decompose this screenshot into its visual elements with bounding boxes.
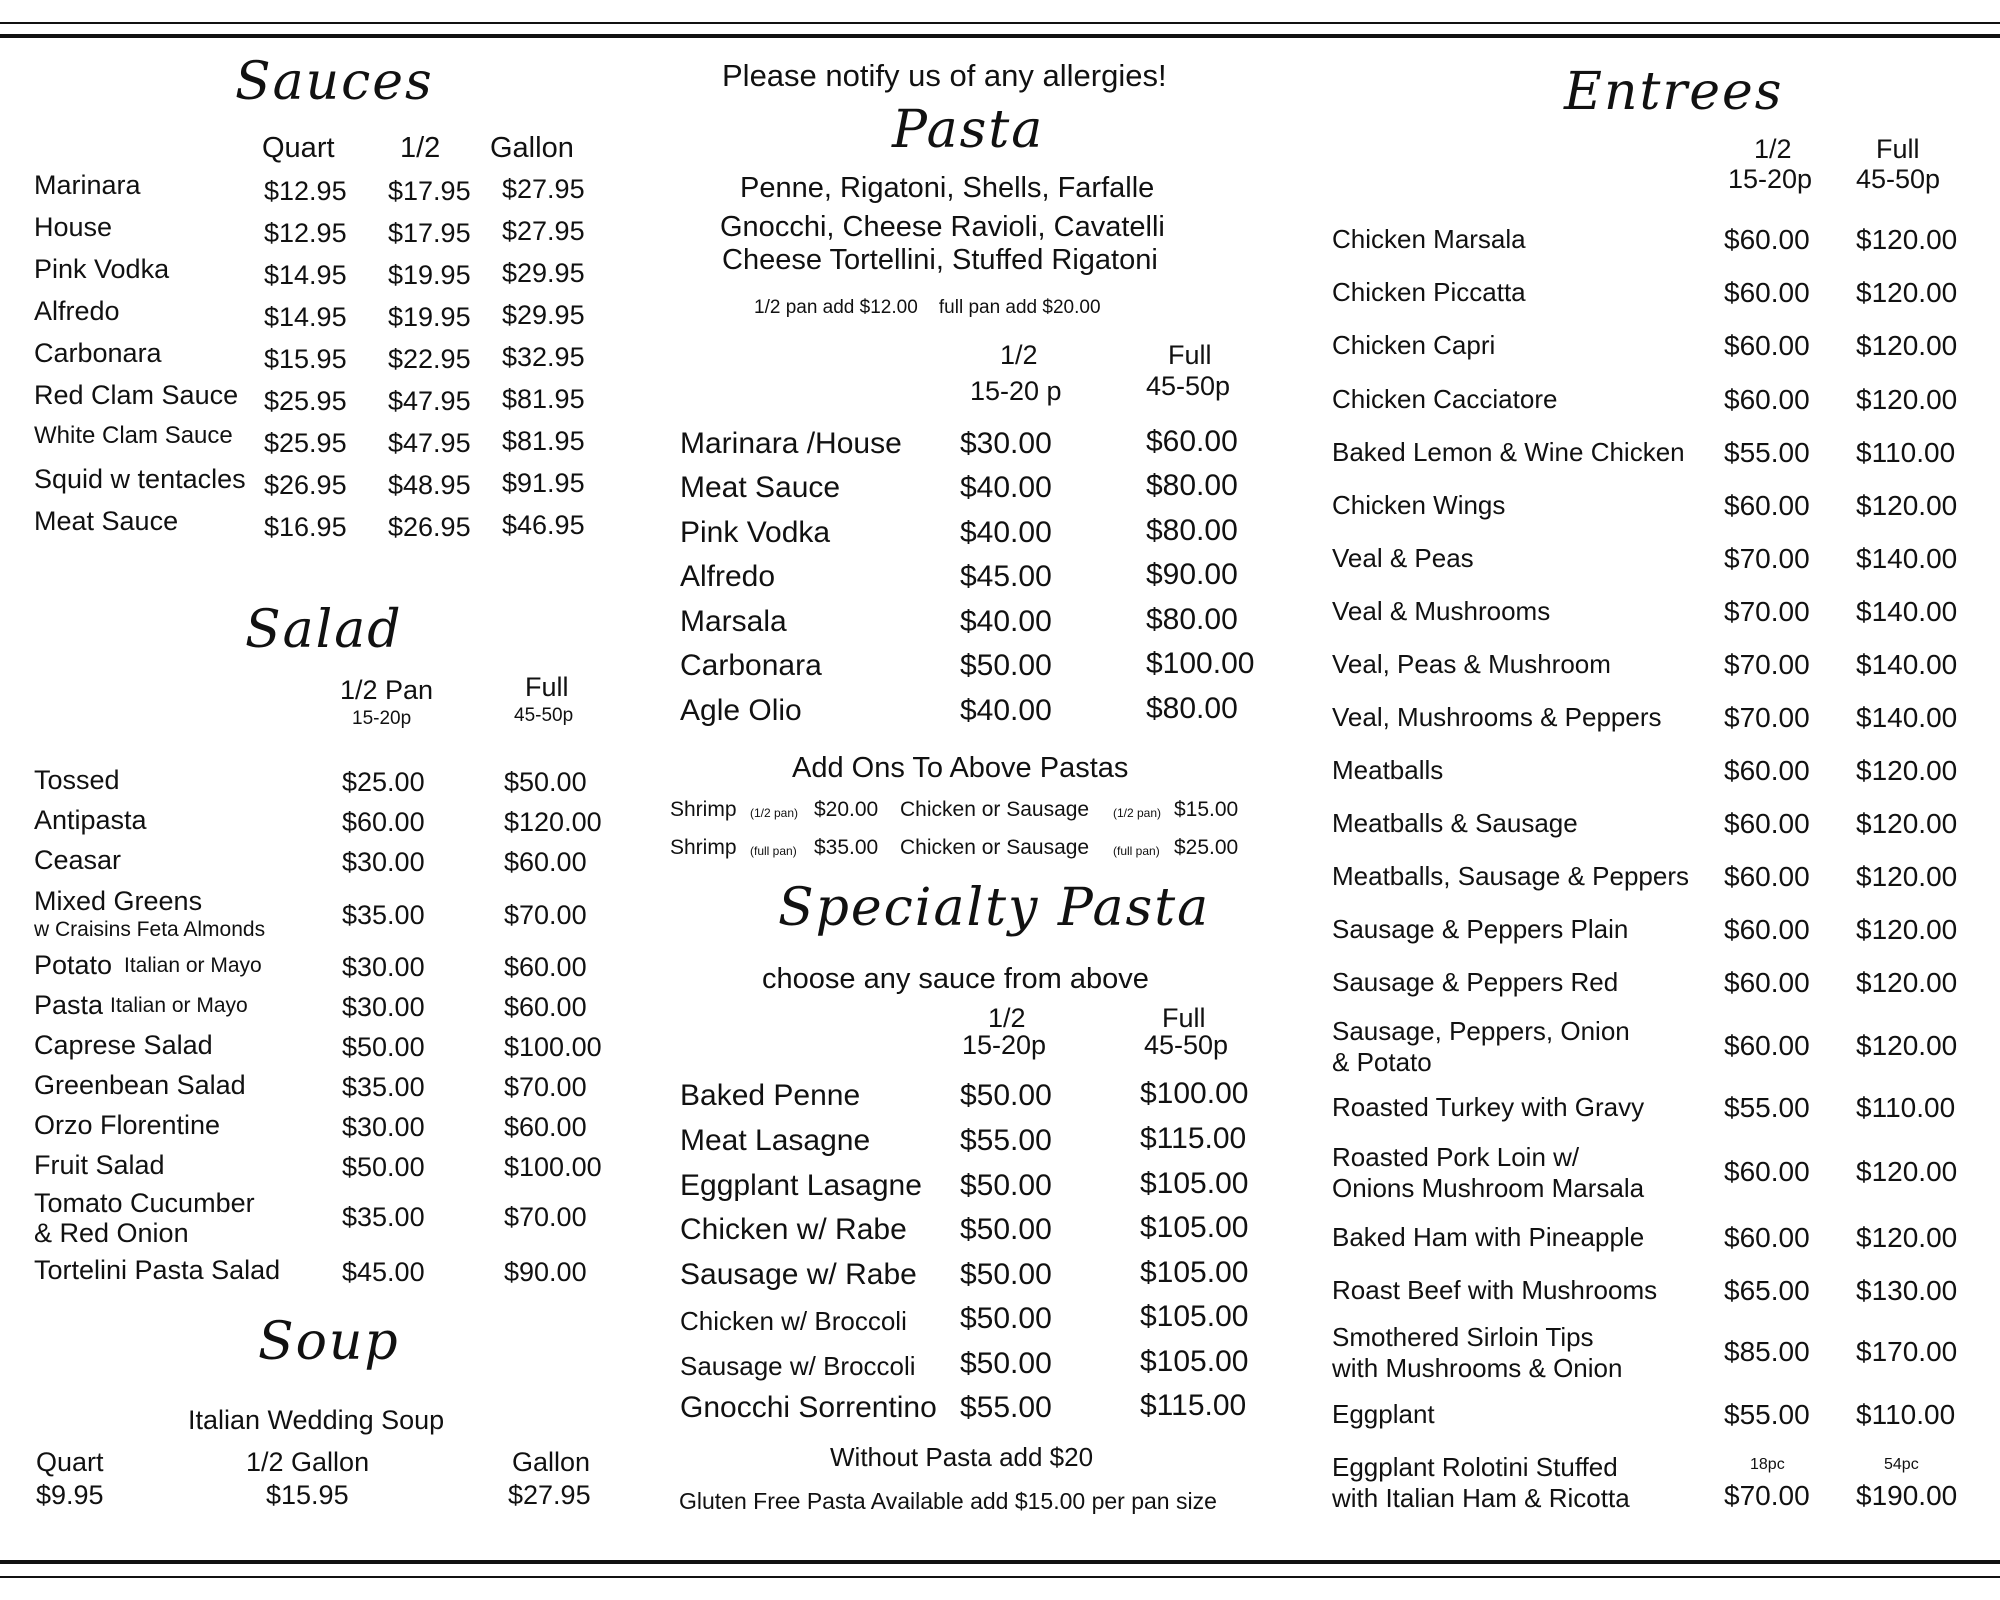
entree-name: Chicken Cacciatore bbox=[1332, 384, 1558, 414]
pasta-half-price: $40.00 bbox=[960, 605, 1052, 638]
entree-name: Chicken Capri bbox=[1332, 330, 1496, 360]
specialty-title: Specialty Pasta bbox=[778, 878, 1211, 938]
pasta-half-price: $40.00 bbox=[960, 694, 1052, 727]
entree-name: Chicken Wings bbox=[1332, 490, 1506, 520]
pasta-name: Alfredo bbox=[680, 560, 776, 593]
entree-half-price: $60.00 bbox=[1724, 384, 1810, 415]
pasta-full-price: $90.00 bbox=[1146, 558, 1238, 591]
sauce-half-price: $47.95 bbox=[388, 386, 471, 416]
entree-full-price: $120.00 bbox=[1856, 808, 1958, 839]
entree-half-price: $60.00 bbox=[1724, 277, 1810, 308]
sauce-quart-price: $26.95 bbox=[264, 470, 347, 500]
pasta-name: Pink Vodka bbox=[680, 516, 831, 549]
entrees-col-full: Full bbox=[1876, 134, 1920, 164]
addon-chicken-full-name: Chicken or Sausage bbox=[900, 836, 1090, 859]
salad-name: Pasta bbox=[34, 990, 104, 1020]
entree-full-price: $120.00 bbox=[1856, 1156, 1958, 1187]
specialty-half-price: $55.00 bbox=[960, 1391, 1052, 1424]
sauces-header-quart: Quart bbox=[262, 132, 335, 164]
entree-half-price: $70.00 bbox=[1724, 596, 1810, 627]
entree-full-price: $120.00 bbox=[1856, 224, 1958, 255]
salad-half-price: $35.00 bbox=[342, 1202, 425, 1232]
sauce-name: Alfredo bbox=[34, 296, 120, 326]
entree-name-line2: with Italian Ham & Ricotta bbox=[1332, 1483, 1630, 1513]
entree-full-price: $120.00 bbox=[1856, 861, 1958, 892]
entree-half-note: 18pc bbox=[1750, 1456, 1785, 1473]
entree-half-price: $55.00 bbox=[1724, 1399, 1810, 1430]
soup-section bbox=[0, 1300, 660, 1540]
addon-shrimp-half-price: $20.00 bbox=[814, 798, 879, 821]
allergy-notice: Please notify us of any allergies! bbox=[722, 58, 1167, 93]
specialty-name: Baked Penne bbox=[680, 1079, 861, 1112]
salad-full-price: $60.00 bbox=[504, 952, 587, 982]
salad-name: Tomato Cucumber bbox=[34, 1188, 255, 1218]
addon-shrimp-full-price: $35.00 bbox=[814, 836, 879, 859]
salad-name: Mixed Greens bbox=[34, 886, 203, 916]
salad-full-price: $100.00 bbox=[504, 1152, 602, 1182]
entree-name: Roasted Turkey with Gravy bbox=[1332, 1092, 1645, 1122]
pasta-full-price: $100.00 bbox=[1146, 647, 1255, 680]
soup-size-gallon-price: $27.95 bbox=[508, 1480, 591, 1510]
sauce-gallon-price: $29.95 bbox=[502, 300, 585, 330]
specialty-col-half: 1/2 bbox=[988, 1003, 1026, 1033]
specialty-full-price: $115.00 bbox=[1140, 1389, 1247, 1422]
middle-column bbox=[660, 0, 1320, 1560]
salad-col-full-sub: 45-50p bbox=[514, 705, 574, 726]
sauce-half-price: $26.95 bbox=[388, 512, 471, 542]
soup-size-halfgal-label: 1/2 Gallon bbox=[246, 1447, 370, 1477]
entree-name: Roast Beef with Mushrooms bbox=[1332, 1275, 1658, 1305]
sauce-gallon-price: $46.95 bbox=[502, 510, 585, 540]
entrees-section bbox=[1320, 0, 2000, 1560]
addons-title: Add Ons To Above Pastas bbox=[792, 752, 1129, 784]
sauce-half-price: $19.95 bbox=[388, 302, 471, 332]
salad-half-price: $30.00 bbox=[342, 952, 425, 982]
entree-half-price: $65.00 bbox=[1724, 1275, 1810, 1306]
sauce-name: Marinara bbox=[34, 170, 141, 200]
salad-half-price: $45.00 bbox=[342, 1257, 425, 1287]
entree-half-price: $60.00 bbox=[1724, 861, 1810, 892]
sauce-quart-price: $15.95 bbox=[264, 344, 347, 374]
pasta-col-full-sub: 45-50p bbox=[1146, 371, 1231, 401]
entree-full-price: $170.00 bbox=[1856, 1336, 1958, 1367]
salad-full-price: $70.00 bbox=[504, 1202, 587, 1232]
entree-name: Smothered Sirloin Tips bbox=[1332, 1322, 1594, 1352]
salad-full-price: $90.00 bbox=[504, 1257, 587, 1287]
salad-name: Fruit Salad bbox=[34, 1150, 165, 1180]
sauce-quart-price: $25.95 bbox=[264, 428, 347, 458]
entree-half-price: $60.00 bbox=[1724, 967, 1810, 998]
entree-half-price: $70.00 bbox=[1724, 649, 1810, 680]
sauce-name: Carbonara bbox=[34, 338, 162, 368]
entree-full-price: $140.00 bbox=[1856, 649, 1958, 680]
entree-half-price: $55.00 bbox=[1724, 1092, 1810, 1123]
sauce-quart-price: $16.95 bbox=[264, 512, 347, 542]
pasta-full-price: $80.00 bbox=[1146, 603, 1238, 636]
entree-half-price: $70.00 bbox=[1724, 702, 1810, 733]
salad-name-sub: Italian or Mayo bbox=[110, 994, 248, 1017]
entree-name: Baked Ham with Pineapple bbox=[1332, 1222, 1645, 1252]
entree-name-line2: & Potato bbox=[1332, 1047, 1432, 1077]
entree-half-price: $60.00 bbox=[1724, 224, 1810, 255]
salad-col-half-sub: 15-20p bbox=[352, 708, 412, 729]
entrees-col-half-sub: 15-20p bbox=[1728, 164, 1813, 194]
entree-name: Veal & Mushrooms bbox=[1332, 596, 1551, 626]
specialty-full-price: $100.00 bbox=[1140, 1077, 1249, 1110]
pasta-name: Meat Sauce bbox=[680, 471, 841, 504]
sauce-gallon-price: $81.95 bbox=[502, 426, 585, 456]
bottom-rule-thick bbox=[0, 1560, 2000, 1564]
salad-full-price: $60.00 bbox=[504, 847, 587, 877]
pasta-title: Pasta bbox=[892, 100, 1045, 160]
pasta-full-price: $80.00 bbox=[1146, 514, 1238, 547]
specialty-name: Chicken w/ Broccoli bbox=[680, 1306, 907, 1336]
salad-name: Caprese Salad bbox=[34, 1030, 213, 1060]
specialty-full-price: $105.00 bbox=[1140, 1211, 1249, 1244]
entree-half-price: $60.00 bbox=[1724, 1030, 1810, 1061]
specialty-subtitle: choose any sauce from above bbox=[762, 963, 1149, 995]
pasta-col-half: 1/2 bbox=[1000, 340, 1038, 370]
bottom-rule-thin bbox=[0, 1576, 2000, 1578]
entree-full-price: $190.00 bbox=[1856, 1480, 1958, 1511]
entree-name: Chicken Marsala bbox=[1332, 224, 1526, 254]
sauce-gallon-price: $91.95 bbox=[502, 468, 585, 498]
salad-name: Antipasta bbox=[34, 805, 147, 835]
entree-half-price: $70.00 bbox=[1724, 1480, 1810, 1511]
entree-full-price: $140.00 bbox=[1856, 596, 1958, 627]
pasta-types-line2: Gnocchi, Cheese Ravioli, Cavatelli bbox=[720, 211, 1165, 243]
pasta-col-full: Full bbox=[1168, 340, 1212, 370]
entree-half-price: $60.00 bbox=[1724, 490, 1810, 521]
sauce-name: Meat Sauce bbox=[34, 506, 179, 536]
entree-name-line2: with Mushrooms & Onion bbox=[1332, 1353, 1623, 1383]
specialty-half-price: $50.00 bbox=[960, 1302, 1052, 1335]
entree-name: Eggplant bbox=[1332, 1399, 1435, 1429]
pasta-types-line1: Penne, Rigatoni, Shells, Farfalle bbox=[740, 172, 1155, 204]
salad-name-sub: w Craisins Feta Almonds bbox=[34, 918, 266, 941]
pasta-half-price: $45.00 bbox=[960, 560, 1052, 593]
without-pasta-note: Without Pasta add $20 bbox=[830, 1442, 1094, 1472]
sauce-half-price: $48.95 bbox=[388, 470, 471, 500]
sauce-quart-price: $12.95 bbox=[264, 218, 347, 248]
entree-name: Sausage & Peppers Red bbox=[1332, 967, 1619, 997]
pasta-types-line3: Cheese Tortellini, Stuffed Rigatoni bbox=[722, 244, 1158, 276]
pasta-full-price: $80.00 bbox=[1146, 469, 1238, 502]
specialty-name: Sausage w/ Rabe bbox=[680, 1258, 917, 1291]
soup-size-halfgal-price: $15.95 bbox=[266, 1480, 349, 1510]
salad-name: Greenbean Salad bbox=[34, 1070, 246, 1100]
addon-shrimp-full-size: (full pan) bbox=[750, 844, 797, 858]
entree-full-price: $120.00 bbox=[1856, 755, 1958, 786]
entree-half-price: $70.00 bbox=[1724, 543, 1810, 574]
salad-half-price: $25.00 bbox=[342, 767, 425, 797]
entree-name: Sausage & Peppers Plain bbox=[1332, 914, 1629, 944]
entree-name-line2: Onions Mushroom Marsala bbox=[1332, 1173, 1645, 1203]
pasta-half-price: $30.00 bbox=[960, 427, 1052, 460]
sauce-half-price: $19.95 bbox=[388, 260, 471, 290]
specialty-col-full-sub: 45-50p bbox=[1144, 1030, 1229, 1060]
soup-size-quart-label: Quart bbox=[36, 1447, 104, 1477]
specialty-full-price: $105.00 bbox=[1140, 1300, 1249, 1333]
salad-half-price: $30.00 bbox=[342, 992, 425, 1022]
entree-half-price: $60.00 bbox=[1724, 330, 1810, 361]
pasta-col-half-sub: 15-20 p bbox=[970, 376, 1062, 406]
pasta-full-price: $60.00 bbox=[1146, 425, 1238, 458]
pasta-half-price: $40.00 bbox=[960, 516, 1052, 549]
addon-chicken-half-size: (1/2 pan) bbox=[1113, 806, 1162, 820]
pasta-name: Carbonara bbox=[680, 649, 822, 682]
salad-title: Salad bbox=[245, 600, 403, 660]
salad-half-price: $60.00 bbox=[342, 807, 425, 837]
entree-half-price: $60.00 bbox=[1724, 1156, 1810, 1187]
entree-full-note: 54pc bbox=[1884, 1456, 1919, 1473]
entree-name: Baked Lemon & Wine Chicken bbox=[1332, 437, 1685, 467]
sauce-half-price: $22.95 bbox=[388, 344, 471, 374]
entrees-title: Entrees bbox=[1564, 62, 1784, 122]
entree-full-price: $120.00 bbox=[1856, 277, 1958, 308]
specialty-half-price: $55.00 bbox=[960, 1124, 1052, 1157]
pasta-half-price: $50.00 bbox=[960, 649, 1052, 682]
salad-name: Potato bbox=[34, 950, 113, 980]
entree-full-price: $140.00 bbox=[1856, 543, 1958, 574]
entree-full-price: $140.00 bbox=[1856, 702, 1958, 733]
pasta-name: Marinara /House bbox=[680, 427, 902, 460]
specialty-half-price: $50.00 bbox=[960, 1079, 1052, 1112]
addon-shrimp-half-name: Shrimp bbox=[670, 798, 737, 821]
entree-name: Roasted Pork Loin w/ bbox=[1332, 1142, 1580, 1172]
entree-name: Meatballs bbox=[1332, 755, 1444, 785]
entrees-col-half: 1/2 bbox=[1754, 134, 1792, 164]
specialty-col-full: Full bbox=[1162, 1003, 1206, 1033]
salad-name: Orzo Florentine bbox=[34, 1110, 221, 1140]
specialty-name: Gnocchi Sorrentino bbox=[680, 1391, 937, 1424]
specialty-full-price: $105.00 bbox=[1140, 1345, 1249, 1378]
sauce-gallon-price: $27.95 bbox=[502, 216, 585, 246]
addon-chicken-full-price: $25.00 bbox=[1174, 836, 1239, 859]
salad-name-sub: & Red Onion bbox=[34, 1218, 189, 1248]
sauce-gallon-price: $32.95 bbox=[502, 342, 585, 372]
entree-full-price: $130.00 bbox=[1856, 1275, 1958, 1306]
sauce-quart-price: $14.95 bbox=[264, 260, 347, 290]
salad-half-price: $30.00 bbox=[342, 1112, 425, 1142]
addon-chicken-full-size: (full pan) bbox=[1113, 844, 1160, 858]
entree-name: Sausage, Peppers, Onion bbox=[1332, 1016, 1630, 1046]
addon-chicken-half-price: $15.00 bbox=[1174, 798, 1239, 821]
entree-full-price: $120.00 bbox=[1856, 490, 1958, 521]
specialty-name: Chicken w/ Rabe bbox=[680, 1213, 907, 1246]
specialty-half-price: $50.00 bbox=[960, 1169, 1052, 1202]
salad-full-price: $70.00 bbox=[504, 900, 587, 930]
addon-chicken-half-name: Chicken or Sausage bbox=[900, 798, 1090, 821]
sauce-name: House bbox=[34, 212, 113, 242]
pasta-name: Agle Olio bbox=[680, 694, 802, 727]
salad-full-price: $50.00 bbox=[504, 767, 587, 797]
soup-name: Italian Wedding Soup bbox=[188, 1405, 445, 1435]
entree-name: Chicken Piccatta bbox=[1332, 277, 1526, 307]
salad-full-price: $60.00 bbox=[504, 992, 587, 1022]
entree-full-price: $110.00 bbox=[1856, 1399, 1956, 1430]
salad-full-price: $60.00 bbox=[504, 1112, 587, 1142]
sauces-title: Sauces bbox=[235, 52, 434, 112]
salad-name: Tossed bbox=[34, 765, 120, 795]
addon-shrimp-full-name: Shrimp bbox=[670, 836, 737, 859]
salad-col-half: 1/2 Pan bbox=[340, 675, 434, 705]
entree-half-price: $55.00 bbox=[1724, 437, 1810, 468]
sauce-name: Squid w tentacles bbox=[34, 464, 246, 494]
salad-half-price: $50.00 bbox=[342, 1152, 425, 1182]
salad-name-sub: Italian or Mayo bbox=[124, 954, 262, 977]
pasta-name: Marsala bbox=[680, 605, 787, 638]
entree-name: Eggplant Rolotini Stuffed bbox=[1332, 1452, 1618, 1482]
sauces-header-half: 1/2 bbox=[400, 132, 441, 164]
entree-half-price: $60.00 bbox=[1724, 1222, 1810, 1253]
sauce-half-price: $47.95 bbox=[388, 428, 471, 458]
entree-name: Veal & Peas bbox=[1332, 543, 1474, 573]
salad-section bbox=[0, 0, 660, 1300]
specialty-name: Sausage w/ Broccoli bbox=[680, 1351, 916, 1381]
salad-name: Tortelini Pasta Salad bbox=[34, 1255, 281, 1285]
entree-full-price: $120.00 bbox=[1856, 330, 1958, 361]
specialty-half-price: $50.00 bbox=[960, 1347, 1052, 1380]
specialty-name: Eggplant Lasagne bbox=[680, 1169, 922, 1202]
sauce-half-price: $17.95 bbox=[388, 218, 471, 248]
entree-name: Meatballs, Sausage & Peppers bbox=[1332, 861, 1689, 891]
entree-name: Veal, Peas & Mushroom bbox=[1332, 649, 1611, 679]
salad-name: Ceasar bbox=[34, 845, 122, 875]
sauce-name: White Clam Sauce bbox=[34, 422, 233, 449]
entree-full-price: $110.00 bbox=[1856, 1092, 1956, 1123]
specialty-half-price: $50.00 bbox=[960, 1258, 1052, 1291]
salad-half-price: $30.00 bbox=[342, 847, 425, 877]
pasta-full-price: $80.00 bbox=[1146, 692, 1238, 725]
sauce-name: Pink Vodka bbox=[34, 254, 170, 284]
specialty-name: Meat Lasagne bbox=[680, 1124, 871, 1157]
salad-half-price: $35.00 bbox=[342, 1072, 425, 1102]
entree-name: Veal, Mushrooms & Peppers bbox=[1332, 702, 1662, 732]
entree-full-price: $120.00 bbox=[1856, 1030, 1958, 1061]
salad-col-full: Full bbox=[525, 672, 569, 702]
entree-half-price: $60.00 bbox=[1724, 914, 1810, 945]
pasta-addon-note: 1/2 pan add $12.00 full pan add $20.00 bbox=[754, 297, 1101, 318]
entree-half-price: $60.00 bbox=[1724, 755, 1810, 786]
soup-size-gallon-label: Gallon bbox=[512, 1447, 591, 1477]
entrees-col-full-sub: 45-50p bbox=[1856, 164, 1941, 194]
sauce-quart-price: $25.95 bbox=[264, 386, 347, 416]
salad-half-price: $35.00 bbox=[342, 900, 425, 930]
sauce-quart-price: $12.95 bbox=[264, 176, 347, 206]
salad-full-price: $120.00 bbox=[504, 807, 602, 837]
sauce-name: Red Clam Sauce bbox=[34, 380, 239, 410]
entree-full-price: $120.00 bbox=[1856, 967, 1958, 998]
entree-full-price: $120.00 bbox=[1856, 914, 1958, 945]
sauce-gallon-price: $27.95 bbox=[502, 174, 585, 204]
addon-shrimp-half-size: (1/2 pan) bbox=[750, 806, 799, 820]
sauce-half-price: $17.95 bbox=[388, 176, 471, 206]
salad-half-price: $50.00 bbox=[342, 1032, 425, 1062]
sauce-gallon-price: $81.95 bbox=[502, 384, 585, 414]
sauces-header-gallon: Gallon bbox=[490, 132, 574, 164]
pasta-half-price: $40.00 bbox=[960, 471, 1052, 504]
specialty-full-price: $105.00 bbox=[1140, 1167, 1249, 1200]
sauce-gallon-price: $29.95 bbox=[502, 258, 585, 288]
salad-full-price: $70.00 bbox=[504, 1072, 587, 1102]
entree-full-price: $110.00 bbox=[1856, 437, 1956, 468]
entree-half-price: $85.00 bbox=[1724, 1336, 1810, 1367]
entree-half-price: $60.00 bbox=[1724, 808, 1810, 839]
entree-name: Meatballs & Sausage bbox=[1332, 808, 1578, 838]
specialty-col-half-sub: 15-20p bbox=[962, 1030, 1047, 1060]
specialty-full-price: $105.00 bbox=[1140, 1256, 1249, 1289]
gluten-free-note: Gluten Free Pasta Available add $15.00 per pan size bbox=[679, 1488, 1217, 1514]
specialty-half-price: $50.00 bbox=[960, 1213, 1052, 1246]
sauce-quart-price: $14.95 bbox=[264, 302, 347, 332]
salad-full-price: $100.00 bbox=[504, 1032, 602, 1062]
soup-size-quart-price: $9.95 bbox=[36, 1480, 104, 1510]
specialty-full-price: $115.00 bbox=[1140, 1122, 1247, 1155]
entree-full-price: $120.00 bbox=[1856, 1222, 1958, 1253]
entree-full-price: $120.00 bbox=[1856, 384, 1958, 415]
soup-title: Soup bbox=[258, 1312, 400, 1372]
